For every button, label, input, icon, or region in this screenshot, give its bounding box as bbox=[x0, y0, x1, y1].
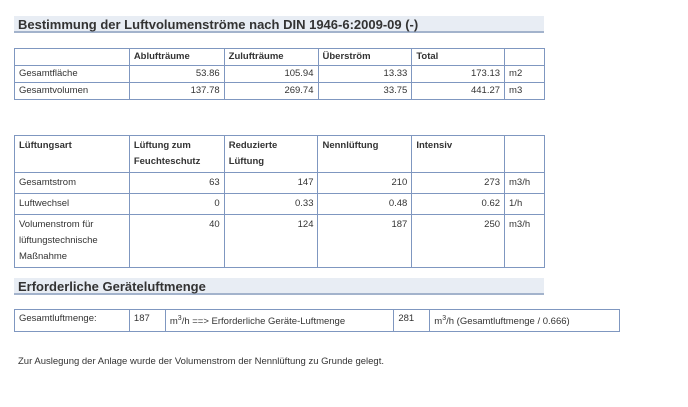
total-airflow-value: 187 bbox=[129, 310, 165, 332]
required-device-airflow-unit: $m^3/h$ (Gesamtluftmenge / 0.666) bbox=[430, 310, 620, 332]
design-note: Zur Auslegung der Anlage wurde der Volumenstrom der Nennlüftung zu Grunde gelegt. bbox=[18, 356, 384, 367]
cell-value: 0.33 bbox=[224, 194, 318, 215]
cell-value: 40 bbox=[129, 215, 224, 268]
cell-value: 173.13 bbox=[412, 66, 505, 83]
cell-value: 105.94 bbox=[224, 66, 318, 83]
header-cell: Intensiv bbox=[412, 136, 505, 173]
total-airflow-label: Gesamtluftmenge: bbox=[15, 310, 130, 332]
cell-value: 0.62 bbox=[412, 194, 505, 215]
header-cell: Zulufträume bbox=[224, 49, 318, 66]
table-row bbox=[15, 310, 620, 332]
section-title-geraeteluftmenge: Erforderliche Geräteluftmenge bbox=[14, 278, 544, 295]
cell-value: 147 bbox=[224, 173, 318, 194]
table-row bbox=[15, 66, 545, 83]
header-cell bbox=[505, 136, 545, 173]
cell-value: 13.33 bbox=[318, 66, 412, 83]
cell-unit: m3/h bbox=[505, 173, 545, 194]
table-row bbox=[15, 173, 545, 194]
cell-unit: m3/h bbox=[505, 215, 545, 268]
header-cell: Ablufträume bbox=[129, 49, 224, 66]
required-device-airflow-value: 281 bbox=[394, 310, 430, 332]
table-row bbox=[15, 83, 545, 100]
cell-value: 210 bbox=[318, 173, 412, 194]
cell-value: 53.86 bbox=[129, 66, 224, 83]
table-header-row bbox=[15, 136, 545, 173]
cell-value: 0 bbox=[129, 194, 224, 215]
cell-unit: 1/h bbox=[505, 194, 545, 215]
row-label: Gesamtstrom bbox=[15, 173, 130, 194]
area-volume-table bbox=[14, 48, 545, 100]
header-cell bbox=[15, 49, 130, 66]
row-label: Gesamtvolumen bbox=[15, 83, 130, 100]
header-cell bbox=[505, 49, 545, 66]
cell-value: 269.74 bbox=[224, 83, 318, 100]
header-cell: Lüftungsart bbox=[15, 136, 130, 173]
cell-value: 441.27 bbox=[412, 83, 505, 100]
cell-value: 63 bbox=[129, 173, 224, 194]
header-cell: Total bbox=[412, 49, 505, 66]
header-cell: Überström bbox=[318, 49, 412, 66]
cell-value: 124 bbox=[224, 215, 318, 268]
cell-value: 273 bbox=[412, 173, 505, 194]
cell-unit: m2 bbox=[505, 66, 545, 83]
cell-value: 0.48 bbox=[318, 194, 412, 215]
cell-value: 137.78 bbox=[129, 83, 224, 100]
device-airflow-table bbox=[14, 309, 620, 332]
row-label: Gesamtfläche bbox=[15, 66, 130, 83]
header-cell: Nennlüftung bbox=[318, 136, 412, 173]
cell-value: 187 bbox=[318, 215, 412, 268]
ventilation-table bbox=[14, 135, 545, 268]
header-cell: Reduzierte Lüftung bbox=[224, 136, 318, 173]
table-header-row bbox=[15, 49, 545, 66]
total-airflow-unit: $m^3/h$ ==> Erforderliche Geräte-Luftmenge bbox=[165, 310, 393, 332]
table-row bbox=[15, 194, 545, 215]
cell-value: 33.75 bbox=[318, 83, 412, 100]
row-label: Volumenstrom für lüftungstechnische Maßnahme bbox=[15, 215, 130, 268]
section-title-luftvolumenstroeme: Bestimmung der Luftvolumenströme nach DIN 1946-6:2009-09 (-) bbox=[14, 16, 544, 33]
table-row bbox=[15, 215, 545, 268]
cell-value: 250 bbox=[412, 215, 505, 268]
header-cell: Lüftung zum Feuchteschutz bbox=[129, 136, 224, 173]
row-label: Luftwechsel bbox=[15, 194, 130, 215]
cell-unit: m3 bbox=[505, 83, 545, 100]
